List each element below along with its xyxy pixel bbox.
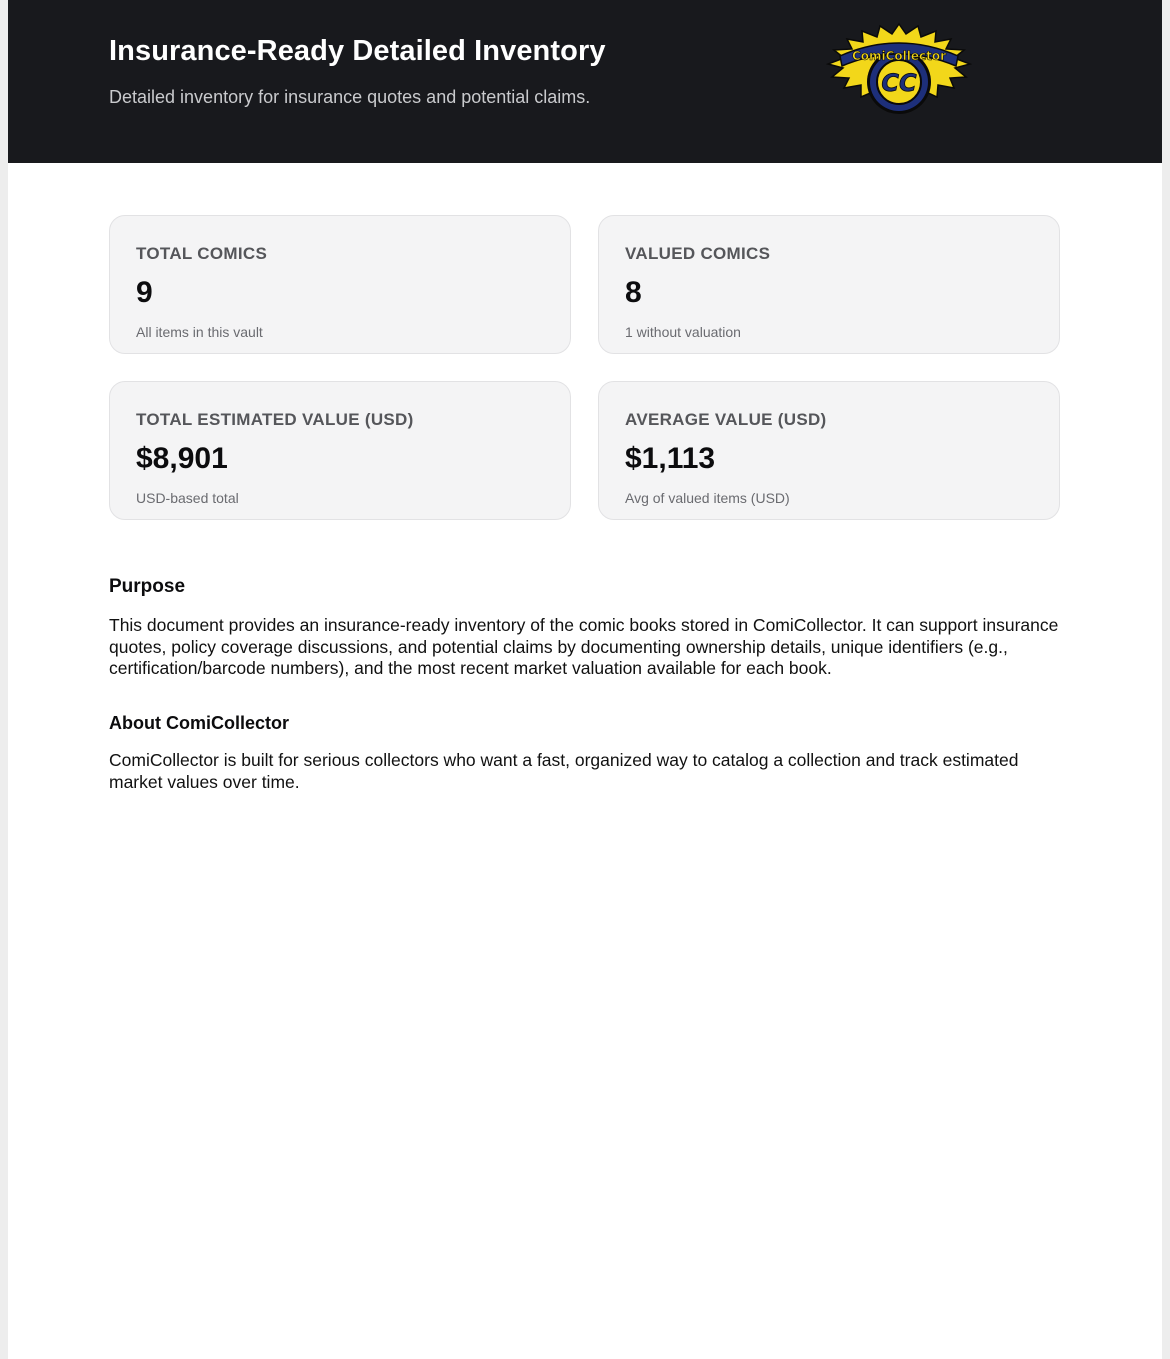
stat-note: USD-based total xyxy=(136,490,239,506)
stat-label: TOTAL ESTIMATED VALUE (USD) xyxy=(136,410,414,429)
stat-note: 1 without valuation xyxy=(625,324,741,340)
stat-note: All items in this vault xyxy=(136,324,263,340)
stat-card-valued-comics xyxy=(598,215,1060,354)
about-heading: About ComiCollector xyxy=(109,713,289,733)
logo-monogram: CC xyxy=(881,69,917,97)
stat-note: Avg of valued items (USD) xyxy=(625,490,790,506)
stat-card-total-value xyxy=(109,381,571,520)
stat-value: 9 xyxy=(136,276,153,309)
stat-label: TOTAL COMICS xyxy=(136,244,268,263)
stat-label: AVERAGE VALUE (USD) xyxy=(625,410,827,429)
purpose-section-heading xyxy=(109,576,1064,598)
stat-value: $1,113 xyxy=(625,442,716,475)
stat-value: 8 xyxy=(625,276,642,309)
stat-label: VALUED COMICS xyxy=(625,244,771,263)
stat-card-average-value xyxy=(598,381,1060,520)
logo-wordmark: ComiCollector xyxy=(851,49,947,63)
stat-value: $8,901 xyxy=(136,442,228,475)
purpose-heading: Purpose xyxy=(109,576,186,597)
about-section-body xyxy=(109,750,1064,793)
about-text: ComiCollector is built for serious collectors who want a fast, organized way to catalog a collection and track estimated market values over time. xyxy=(109,750,1019,792)
stat-card-total-comics xyxy=(109,215,571,354)
report-header xyxy=(8,0,1162,163)
comicollector-logo-icon xyxy=(826,22,972,116)
report-title: Insurance-Ready Detailed Inventory xyxy=(109,35,606,67)
report-subtitle: Detailed inventory for insurance quotes and potential claims. xyxy=(109,87,591,107)
purpose-text: This document provides an insurance-ready inventory of the comic books stored in ComiCollector. It can support insurance quotes, policy coverage discussions, and potential claims by documenting ownership details, unique identifiers (e.g., certification/barcode numbers), and the most recent market valuation available for each book. xyxy=(109,615,1059,678)
about-section-heading xyxy=(109,713,1064,734)
purpose-section-body xyxy=(109,615,1064,680)
